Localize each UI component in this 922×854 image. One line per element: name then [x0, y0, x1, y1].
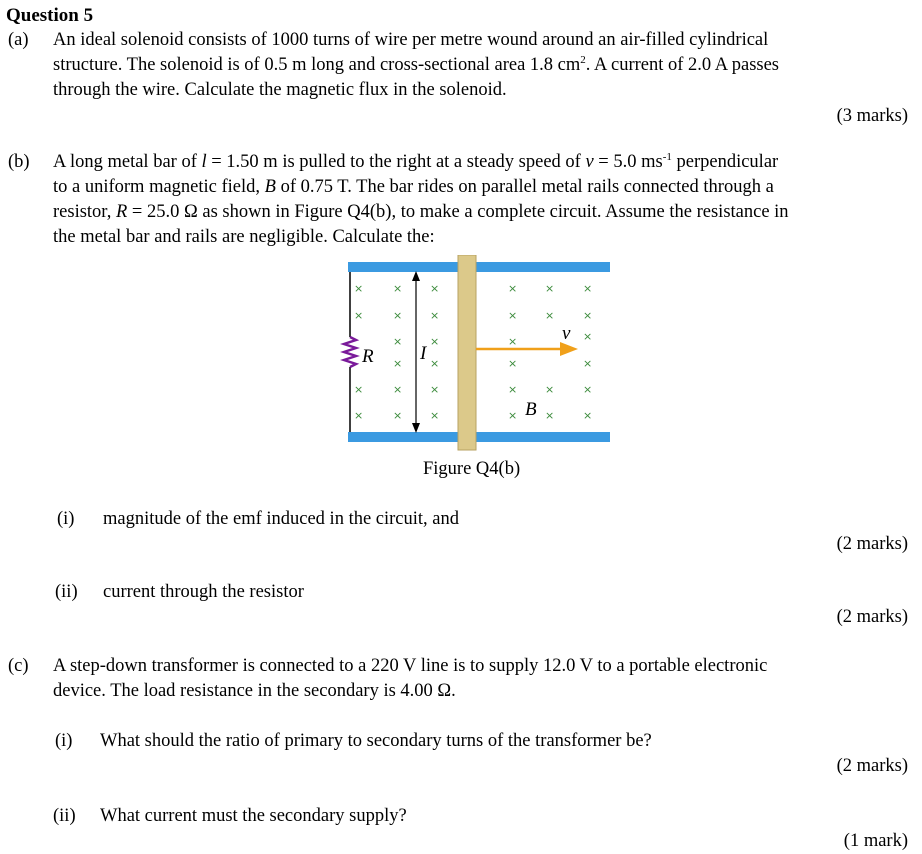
field-cross: ×: [508, 409, 518, 422]
part-b-ii-label: (ii): [55, 582, 78, 602]
field-cross: ×: [393, 357, 403, 370]
part-a-line-1: An ideal solenoid consists of 1000 turns of wire per metre wound around an air-filled cylindrical: [53, 30, 769, 50]
length-arrowhead-up: [412, 271, 420, 281]
label-R: R: [362, 346, 374, 367]
field-cross: ×: [545, 409, 555, 422]
part-a-line-3: through the wire. Calculate the magnetic flux in the solenoid.: [53, 80, 507, 100]
field-cross: ×: [393, 383, 403, 396]
part-a-line-2: structure. The solenoid is of 0.5 m long and cross-sectional area 1.8 $cm^2$. A current of 2.0 A passes: [53, 54, 779, 75]
part-b-i-marks: (2 marks): [836, 534, 908, 554]
figure-caption: Figure Q4(b): [423, 459, 521, 479]
field-cross: ×: [354, 282, 364, 295]
velocity-arrowhead: [560, 342, 578, 356]
part-b-line-1: A long metal bar of l = 1.50 m is pulled to the right at a steady speed of v = 5.0 $ms^{-1}$ perpendicular: [53, 151, 779, 172]
label-I: I: [420, 343, 427, 364]
field-cross: ×: [393, 309, 403, 322]
field-cross: ×: [508, 282, 518, 295]
field-cross: ×: [354, 409, 364, 422]
part-a-marks: (3 marks): [836, 106, 908, 126]
figure-q4b: [340, 255, 615, 455]
part-c-ii-marks: (1 mark): [843, 831, 908, 851]
part-c-i-marks: (2 marks): [836, 756, 908, 776]
field-cross: ×: [430, 357, 440, 370]
field-cross: ×: [583, 357, 593, 370]
field-cross: ×: [545, 282, 555, 295]
field-cross: ×: [354, 383, 364, 396]
field-cross: ×: [430, 282, 440, 295]
part-b-i-text: magnitude of the emf induced in the circuit, and: [103, 509, 460, 529]
field-cross: ×: [430, 309, 440, 322]
label-v: v: [562, 323, 571, 344]
label-B: B: [525, 399, 537, 420]
metal-bar: [458, 255, 476, 450]
part-c-ii-label: (ii): [53, 806, 76, 826]
part-b-ii-marks: (2 marks): [836, 607, 908, 627]
bottom-rail: [348, 432, 610, 442]
field-cross: ×: [545, 309, 555, 322]
part-c-ii-text: What current must the secondary supply?: [100, 806, 407, 826]
length-arrowhead-down: [412, 423, 420, 433]
part-b-ii-text: current through the resistor: [103, 582, 304, 602]
field-cross: ×: [393, 335, 403, 348]
field-cross: ×: [393, 409, 403, 422]
part-b-line-2: to a uniform magnetic field, B of 0.75 T. The bar rides on parallel metal rails connected through a: [53, 177, 774, 197]
part-c-label: (c): [8, 656, 29, 676]
part-c-i-label: (i): [55, 731, 73, 751]
part-b-line-4: the metal bar and rails are negligible. Calculate the:: [53, 227, 435, 247]
field-cross: ×: [508, 383, 518, 396]
part-c-line-1: A step-down transformer is connected to a 220 V line is to supply 12.0 V to a portable electronic: [53, 656, 768, 676]
top-rail: [348, 262, 610, 272]
field-cross: ×: [430, 383, 440, 396]
field-cross: ×: [354, 309, 364, 322]
resistor-zigzag: [344, 337, 356, 367]
field-cross: ×: [583, 409, 593, 422]
field-cross: ×: [393, 282, 403, 295]
field-cross: ×: [583, 330, 593, 343]
field-cross: ×: [508, 357, 518, 370]
field-cross: ×: [583, 383, 593, 396]
part-b-label: (b): [8, 152, 30, 172]
field-cross: ×: [508, 335, 518, 348]
field-cross: ×: [430, 335, 440, 348]
part-b-line-3: resistor, R = 25.0 Ω as shown in Figure Q4(b), to make a complete circuit. Assume the resistance in: [53, 202, 789, 222]
part-c-line-2: device. The load resistance in the secondary is 4.00 Ω.: [53, 681, 456, 701]
part-a-label: (a): [8, 30, 29, 50]
field-cross: ×: [430, 409, 440, 422]
field-cross: ×: [545, 383, 555, 396]
part-c-i-text: What should the ratio of primary to secondary turns of the transformer be?: [100, 731, 652, 751]
part-b-i-label: (i): [57, 509, 75, 529]
field-cross: ×: [508, 309, 518, 322]
question-title: Question 5: [6, 5, 94, 26]
field-cross: ×: [583, 282, 593, 295]
field-cross: ×: [583, 309, 593, 322]
